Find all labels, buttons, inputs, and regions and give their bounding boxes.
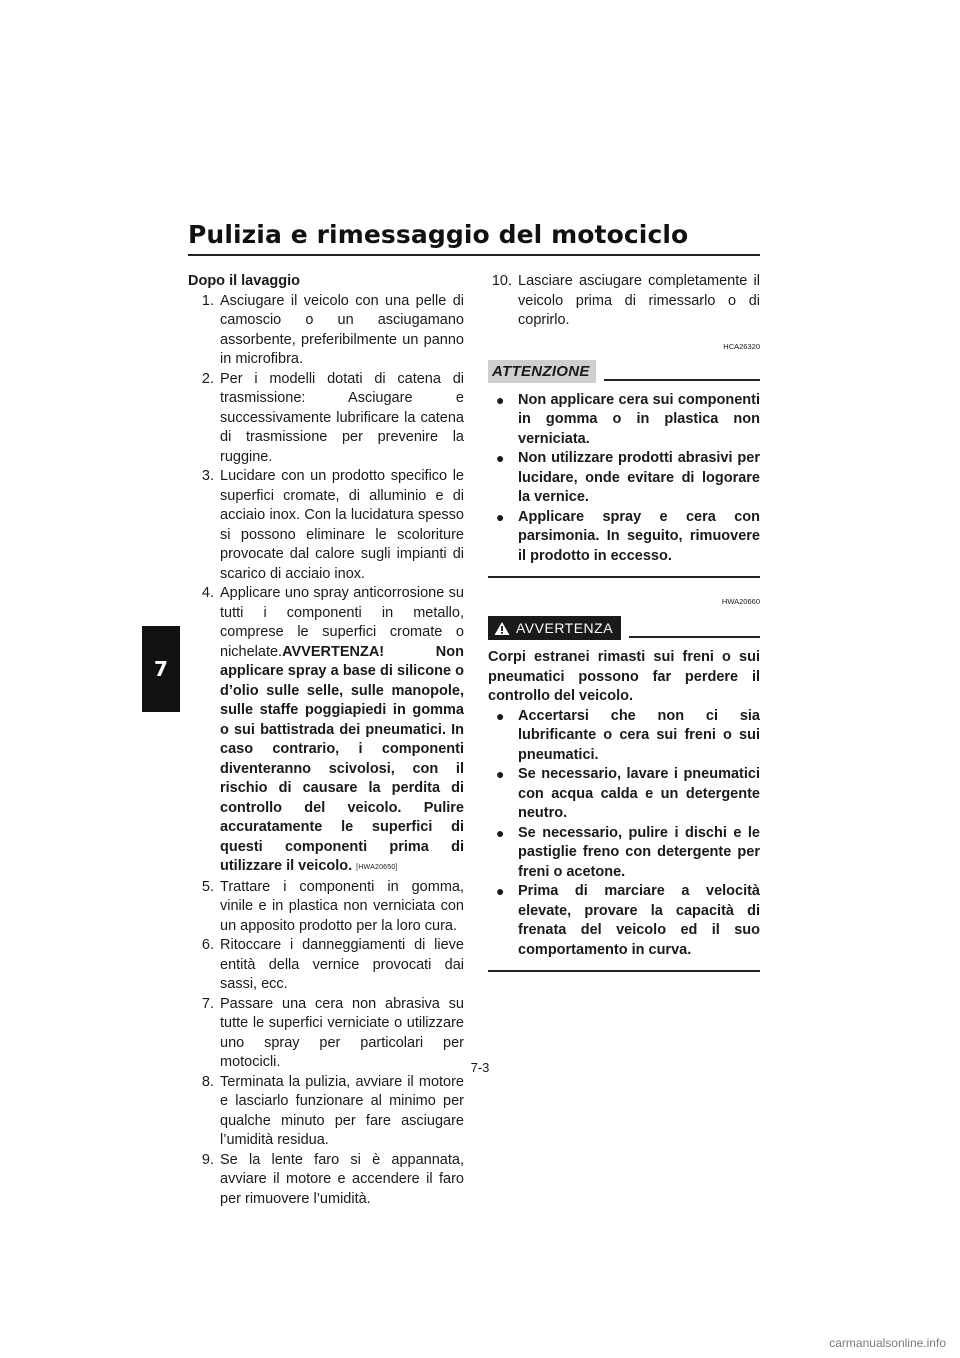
section-heading: Dopo il lavaggio <box>188 273 300 289</box>
list-item <box>488 272 760 331</box>
list-item <box>488 449 760 508</box>
step-text: Passare una cera non abrasiva su tutte le superfici verniciate o utilizzare uno spray per particolari per motocicli. <box>220 995 464 1070</box>
step-text: Applicare uno spray anticorrosione su tutti i componenti in metallo, comprese le superfici cromate o nichelate. <box>220 585 464 660</box>
right-column <box>488 272 760 972</box>
attention-code: HCA26320 <box>723 341 760 351</box>
step-number: 2. <box>201 370 214 387</box>
step-text: Asciugare il veicolo con una pelle di camoscio o un asciugamano assorbente, preferibilmente un panno in microfibra. <box>220 292 464 367</box>
step-number: 1. <box>201 292 214 309</box>
list-item <box>488 824 760 883</box>
bullet-text: Applicare spray e cera con parsimonia. In seguito, rimuovere il prodotto in eccesso. <box>518 508 760 564</box>
warning-label: AVVERTENZA <box>516 619 614 636</box>
warning-header <box>488 616 760 641</box>
page-title: Pulizia e rimessaggio del motociclo <box>188 220 689 249</box>
warning-code: [HWA20650] <box>356 864 398 871</box>
list-item <box>188 878 464 937</box>
warning-intro: Corpi estranei rimasti sui freni o sui pneumatici possono far perdere il controllo del veicolo. <box>488 649 760 704</box>
list-item <box>488 765 760 824</box>
bullet-icon: ● <box>496 450 505 466</box>
step-number: 5. <box>201 878 214 895</box>
header-rule <box>629 636 760 638</box>
list-item <box>188 467 464 584</box>
list-item <box>488 707 760 766</box>
list-item <box>488 508 760 567</box>
list-item <box>488 391 760 450</box>
warning-code: HWA20660 <box>721 597 760 606</box>
attention-label: ATTENZIONE <box>488 360 596 383</box>
bullet-icon: ● <box>496 824 505 841</box>
list-item <box>188 1151 464 1210</box>
step-number: 3. <box>201 468 214 484</box>
step-text: Ritoccare i danneggiamenti di lieve entità della vernice provocati dai sassi, ecc. <box>220 937 464 992</box>
attention-header <box>488 360 760 383</box>
inline-warning: AVVERTENZA! Non applicare spray a base di silicone o d’olio sulle selle, sulle manopole, sulle staffe poggiapiedi in gomma o sui battistrada dei pneumatici. In caso contrario, i componenti diventeranno scivolosi, con il rischio di causare la perdita di controllo del veicolo. Pulire accuratamente le superfici di questi componenti prima di utilizzare il veicolo. <box>220 643 464 874</box>
step-text: Terminata la pulizia, avviare il motore e lasciarlo funzionare al minimo per qualche minuto per fare asciugare l’umidità residua. <box>220 1073 464 1148</box>
step-number: 4. <box>201 585 214 601</box>
step-number: 7. <box>201 995 214 1012</box>
attention-box <box>488 337 760 579</box>
warning-box <box>488 592 760 972</box>
bullet-text: Se necessario, lavare i pneumatici con acqua calda e un detergente neutro. <box>518 766 760 821</box>
list-item <box>188 584 464 878</box>
watermark-link[interactable]: carmanualsonline.info <box>829 1336 946 1350</box>
steps-list-continued <box>488 272 760 331</box>
bullet-icon: ● <box>496 707 505 724</box>
step-text-with-warning <box>220 584 464 878</box>
list-item <box>188 1073 464 1151</box>
step-number: 6. <box>201 937 214 953</box>
warning-triangle-icon <box>494 621 510 636</box>
bullet-text: Non utilizzare prodotti abrasivi per lucidare, onde evitare di logorare la vernice. <box>518 450 760 505</box>
step-text: Se la lente faro si è appannata, avviare il motore e accendere il faro per rimuovere l’umidità. <box>220 1151 464 1207</box>
step-text: Trattare i componenti in gomma, vinile e in plastica non verniciata con un apposito prodotto per la loro cura. <box>220 878 464 934</box>
attention-end-rule <box>488 576 760 578</box>
step-number: 10. <box>491 273 512 289</box>
bullet-icon: ● <box>496 391 505 408</box>
step-text: Lucidare con un prodotto specifico le superfici cromate, di alluminio e di acciaio inox. Con la lucidatura spesso si possono eliminare le scoloriture provocate dal calore sugli impianti di scarico di acciaio inox. <box>220 468 464 582</box>
bullet-icon: ● <box>496 766 505 782</box>
header-rule <box>604 379 760 381</box>
step-text: Lasciare asciugare completamente il veicolo prima di rimessarlo o di coprirlo. <box>518 273 760 328</box>
chapter-tab <box>142 626 180 712</box>
step-text: Per i modelli dotati di catena di trasmissione: Asciugare e successivamente lubrificare la catena di trasmissione per prevenire la ruggine. <box>220 370 464 465</box>
list-item <box>188 292 464 370</box>
bullet-text: Prima di marciare a velocità elevate, provare la capacità di frenata del veicolo ed il suo comportamento in curva. <box>518 883 760 958</box>
bullet-icon: ● <box>496 883 505 899</box>
list-item <box>488 882 760 960</box>
page-number: 7-3 <box>470 1060 490 1075</box>
attention-list <box>488 391 760 567</box>
bullet-text: Non applicare cera sui componenti in gomma o in plastica non verniciata. <box>518 391 760 447</box>
bullet-text: Accertarsi che non ci sia lubrificante o cera sui freni o sui pneumatici. <box>518 707 760 763</box>
step-number: 9. <box>201 1151 214 1168</box>
bullet-icon: ● <box>496 508 505 525</box>
warning-badge <box>488 616 621 641</box>
title-divider <box>188 254 760 256</box>
chapter-number: 7 <box>154 657 168 681</box>
bullet-text: Se necessario, pulire i dischi e le pastiglie freno con detergente per freni o acetone. <box>518 824 760 880</box>
step-number: 8. <box>201 1073 214 1090</box>
list-item <box>188 936 464 995</box>
warning-end-rule <box>488 970 760 972</box>
list-item <box>188 370 464 468</box>
warning-list <box>488 707 760 961</box>
